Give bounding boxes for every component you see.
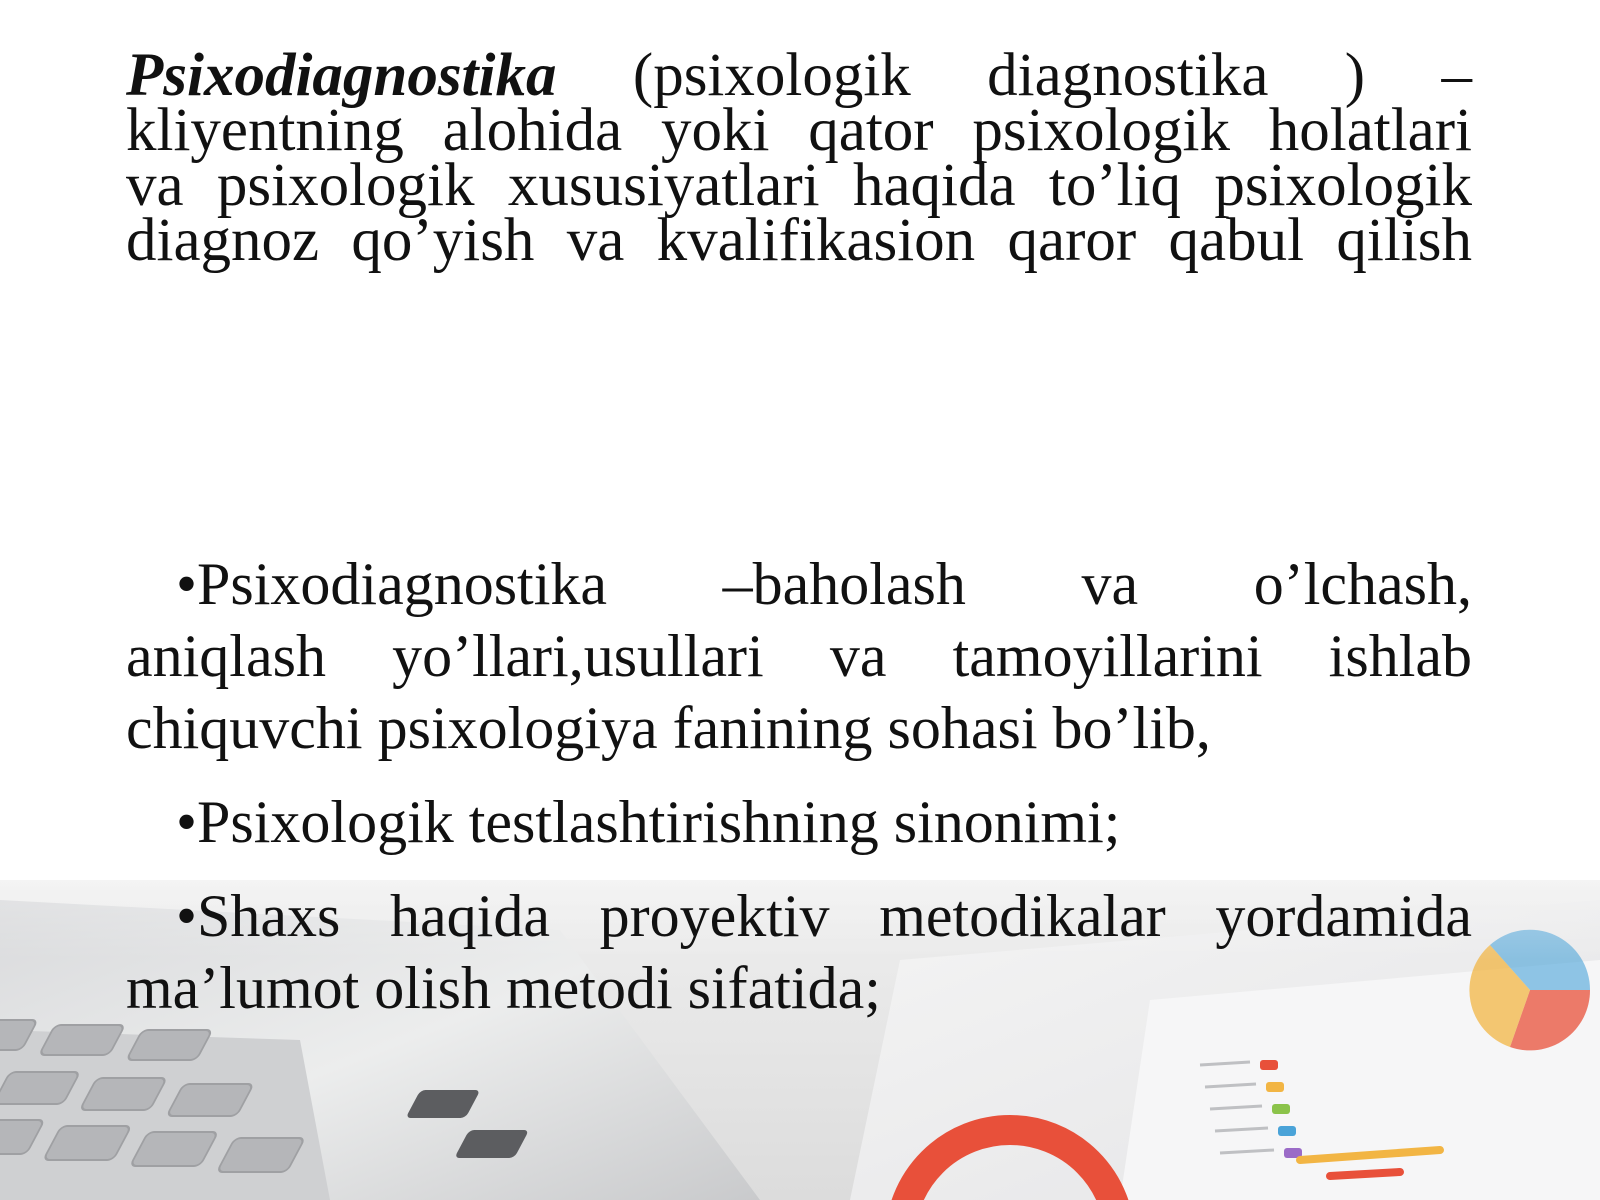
- bullet-item-2-row-1: •Psixologik testlashtirishning sinonimi;: [126, 786, 1472, 858]
- definition-line-4: diagnoz qo’yish va kvalifikasion qaror qabul qilish: [126, 207, 1472, 274]
- bullet-item-2: [126, 786, 1472, 858]
- bullet-item-1-row-1: •Psixodiagnostika –baholash va o’lchash,: [126, 548, 1472, 620]
- bullet-icon: •: [176, 883, 198, 949]
- bullet-list: [126, 548, 1472, 1046]
- definition-line-1: [126, 42, 1472, 109]
- bullet-item-1-row-2: aniqlash yo’llari,usullari va tamoyillarini ishlab: [126, 623, 1472, 689]
- bullet-item-3: [126, 880, 1472, 1024]
- bullet-item-1: [126, 548, 1472, 764]
- bullet-item-3-row-2: ma’lumot olish metodi sifatida;: [126, 955, 881, 1021]
- bullet-icon: •: [176, 551, 198, 617]
- bullet-item-1-row-3: chiquvchi psixologiya fanining sohasi bo’lib,: [126, 695, 1211, 761]
- definition-line-2: kliyentning alohida yoki qator psixologik holatlari: [126, 97, 1472, 164]
- bullet-item-3-row-1: •Shaxs haqida proyektiv metodikalar yordamida: [126, 880, 1472, 952]
- definition-term-explanation: (psixologik diagnostika ) –: [632, 42, 1472, 109]
- slide-content: [126, 42, 1472, 1021]
- bullet-icon: •: [176, 789, 198, 855]
- definition-paragraph: [126, 42, 1472, 274]
- definition-term: Psixodiagnostika: [126, 42, 557, 109]
- definition-line-3: va psixologik xususiyatlari haqida to’liq psixologik: [126, 152, 1472, 219]
